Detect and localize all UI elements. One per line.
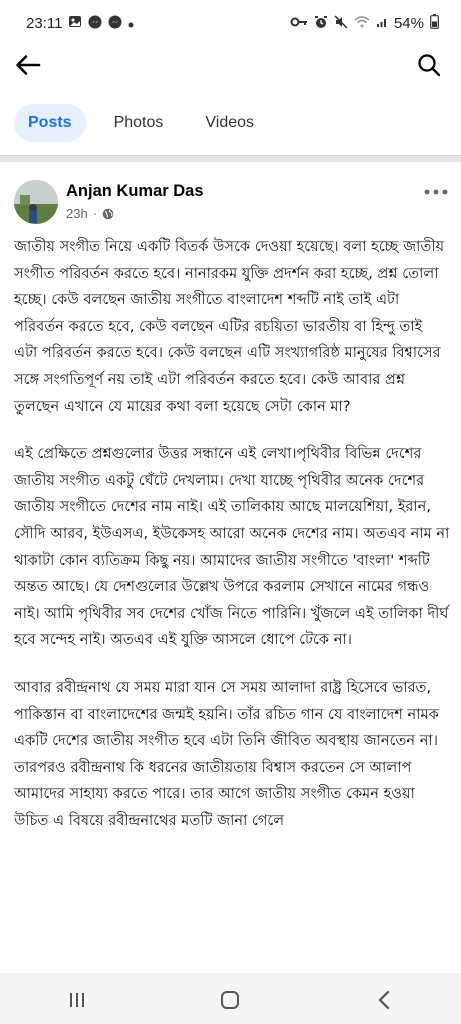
recents-button[interactable]	[47, 980, 107, 1020]
post-time[interactable]: 23h	[66, 206, 88, 221]
post-paragraph: এই প্রেক্ষিতে প্রশ্নগুলোর উত্তর সন্ধানে এই লেখা।পৃথিবীর বিভিন্ন দেশের জাতীয় সংগীত একটু ঘেঁটে দেখলাম। দেখা যাচ্ছে পৃথিবীর অনেক দেশের জাতীয় সংগীতে দেশের নাম নাই। এই তালিকায় আছে মালয়েশিয়া, ইরান, সৌদি আরব, ইউএসএ, ইউকেসহ আরো অনেক দেশের নাম। অতএব নাম না থাকাটা কোন ব্যতিক্রম কিছু নয়। আমাদের জাতীয় সংগীতে 'বাংলা' শব্দটি অন্তত আছে। যে দেশগুলোর উল্লেখ উপরে করলাম সেখানে নামের গন্ধও নাই। আমি পৃথিবীর সব দেশের খোঁজ নিতে পারিনি। খুঁজলে এই তালিকা দীর্ঘ হবে সন্দেহ নাই। অতএব এই যুক্তি আসলে ধোপে টেকে না।	[14, 445, 450, 649]
battery-percent: 54%	[393, 14, 424, 32]
recents-icon	[68, 992, 86, 1008]
status-time: 23:11	[26, 14, 63, 32]
messenger-icon	[108, 15, 122, 32]
alarm-icon	[314, 15, 328, 32]
post-header	[12, 176, 449, 226]
avatar[interactable]	[14, 180, 58, 224]
globe-icon	[102, 208, 114, 220]
messenger-icon	[88, 15, 102, 32]
profile-tabs	[0, 100, 461, 146]
post-more-button[interactable]	[423, 182, 449, 202]
post-card	[0, 162, 461, 974]
more-horizontal-icon	[424, 189, 448, 195]
system-nav-bar	[0, 974, 461, 1024]
arrow-left-icon	[15, 54, 41, 76]
wifi-icon	[354, 16, 370, 31]
back-button[interactable]	[14, 51, 42, 79]
status-left	[26, 15, 134, 32]
meta-separator: ·	[92, 206, 98, 221]
status-bar	[0, 0, 461, 46]
key-icon	[290, 16, 308, 31]
dot-icon	[128, 16, 134, 31]
post-paragraph: জাতীয় সংগীত নিয়ে একটি বিতর্ক উসকে দেওয়া হয়েছে। বলা হচ্ছে জাতীয় সংগীত পরিবর্তন করতে হবে। নানারকম যুক্তি প্রদর্শন করা হচ্ছে, প্রশ্ন তোলা হচ্ছে। কেউ বলছেন জাতীয় সংগীতে বাংলাদেশ শব্দটি নাই তাই এটা পরিবর্তন করতে হবে, কেউ বলছেন এটির রচয়িতা ভারতীয় বা হিন্দু তাই এটা পরিবর্তন করতে হবে। কেউ বলছেন এটি সংখ্যাগরিষ্ঠ মানুষের বিশ্বাসের সঙ্গে সংগতিপূর্ণ নয় তাই এটা পরিবর্তন করতে হবে। কেউ আবার প্রশ্ন তুলছেন এখানে যে মায়ের কথা বলা হয়েছে সেটা কোন মা?	[14, 238, 445, 415]
app-header	[0, 46, 461, 84]
back-icon	[377, 990, 391, 1010]
post-meta	[66, 206, 114, 221]
home-button[interactable]	[200, 980, 260, 1020]
tab-videos[interactable]: Videos	[205, 114, 255, 131]
back-nav-button[interactable]	[354, 980, 414, 1020]
tab-posts[interactable]: Posts	[14, 104, 86, 142]
post-paragraph: আবার রবীন্দ্রনাথ যে সময় মারা যান সে সময় আলাদা রাষ্ট্র হিসেবে ভারত, পাকিস্তান বা বাংলাদেশের জন্মই হয়নি। তাঁর রচিত গান যে বাংলাদেশ নামক একটি দেশের জাতীয় সংগীত হবে এটা তিনি জীবিত অবস্থায় জানতেন না। তারপরও রবীন্দ্রনাথ কি ধরনের জাতীয়তায় বিশ্বাস করতেন সে আলাপ আমাদের সাহায্য করতে পারে। তার আগে জাতীয় সংগীত কেমন হওয়া উচিত এ বিষয়ে রবীন্দ্রনাথের মতটি জানা গেলে	[14, 678, 439, 829]
post-body	[14, 234, 450, 855]
section-divider	[0, 155, 461, 162]
home-icon	[220, 990, 240, 1010]
tab-photos[interactable]: Photos	[113, 114, 164, 131]
search-icon	[417, 53, 441, 77]
search-button[interactable]	[415, 51, 443, 79]
battery-icon	[430, 14, 439, 32]
status-right	[290, 14, 439, 32]
gallery-icon	[68, 15, 82, 31]
mute-icon	[334, 15, 348, 32]
signal-icon	[376, 16, 388, 31]
post-author[interactable]: Anjan Kumar Das	[66, 182, 204, 200]
